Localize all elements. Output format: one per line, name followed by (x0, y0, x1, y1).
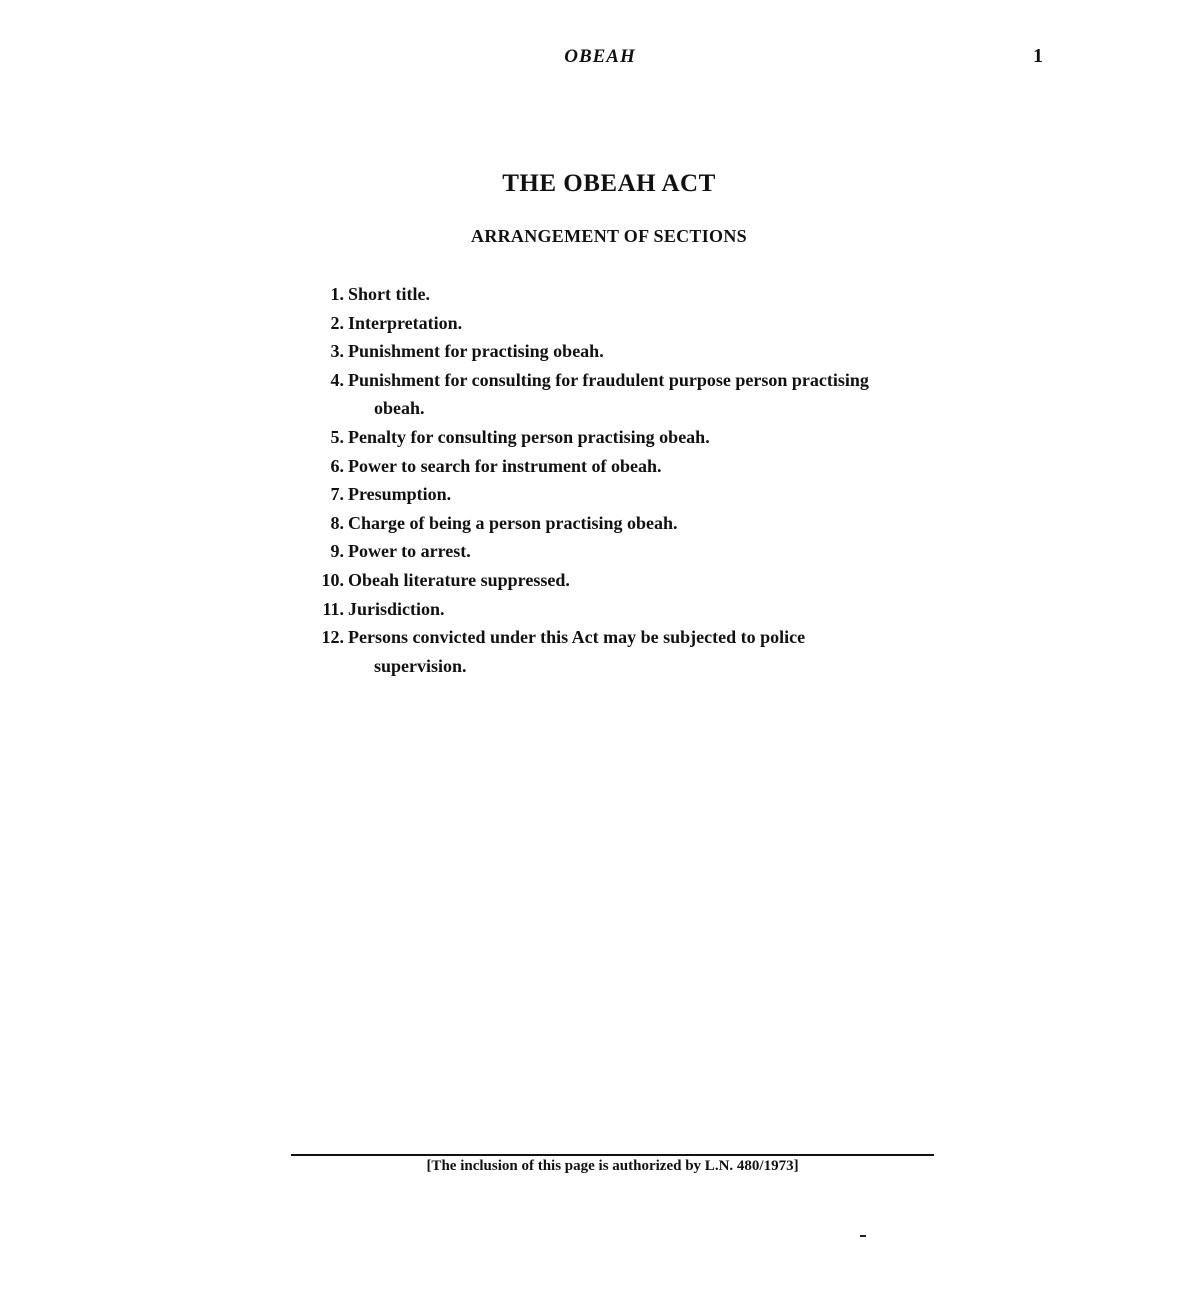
section-number: 5. (330, 426, 344, 447)
section-title: Power to search for instrument of obeah. (348, 455, 662, 476)
section-number: 2. (330, 312, 344, 333)
section-title: Presumption. (348, 484, 452, 505)
section-item (308, 366, 936, 423)
section-number: 11. (322, 598, 344, 619)
section-item (308, 509, 936, 538)
running-head: OBEAH (564, 46, 636, 67)
section-title: Punishment for consulting for fraudulent purpose person practising obeah. (345, 366, 936, 423)
section-item (308, 480, 936, 509)
section-item (308, 566, 936, 595)
footer-rule (291, 1154, 934, 1156)
sections-list (308, 280, 936, 680)
section-title-continuation: obeah. (374, 398, 425, 419)
section-title: Persons convicted under this Act may be subjected to police supervision. (345, 623, 936, 680)
section-number: 12. (321, 627, 344, 648)
section-number: 7. (330, 484, 344, 505)
section-number: 10. (321, 569, 344, 590)
section-item (308, 452, 936, 481)
section-title: Interpretation. (348, 312, 463, 333)
page-number: 1 (1033, 45, 1043, 67)
section-number: 6. (330, 455, 344, 476)
section-title: Penalty for consulting person practising obeah. (348, 426, 710, 447)
scan-speck (860, 1235, 866, 1237)
section-title: Short title. (348, 284, 430, 304)
section-title: Obeah literature suppressed. (348, 569, 570, 590)
section-number: 1. (330, 284, 344, 304)
act-title: THE OBEAH ACT (502, 170, 716, 197)
section-title: Punishment for practising obeah. (348, 341, 604, 362)
section-number: 8. (330, 512, 344, 533)
section-item (308, 280, 936, 309)
section-number: 9. (330, 541, 344, 562)
section-number: 3. (330, 341, 344, 362)
section-item (308, 537, 936, 566)
section-item (308, 337, 936, 366)
section-title: Power to arrest. (348, 541, 471, 562)
section-item (308, 423, 936, 452)
section-title: Charge of being a person practising obeah. (348, 512, 678, 533)
section-item (308, 595, 936, 624)
section-title: Jurisdiction. (348, 598, 445, 619)
section-item (308, 623, 936, 680)
section-number: 4. (330, 369, 344, 390)
section-title-continuation: supervision. (374, 655, 467, 676)
footer-note: [The inclusion of this page is authorized by L.N. 480/1973] (426, 1158, 799, 1174)
arrangement-heading: ARRANGEMENT OF SECTIONS (471, 226, 747, 246)
section-item (308, 309, 936, 338)
